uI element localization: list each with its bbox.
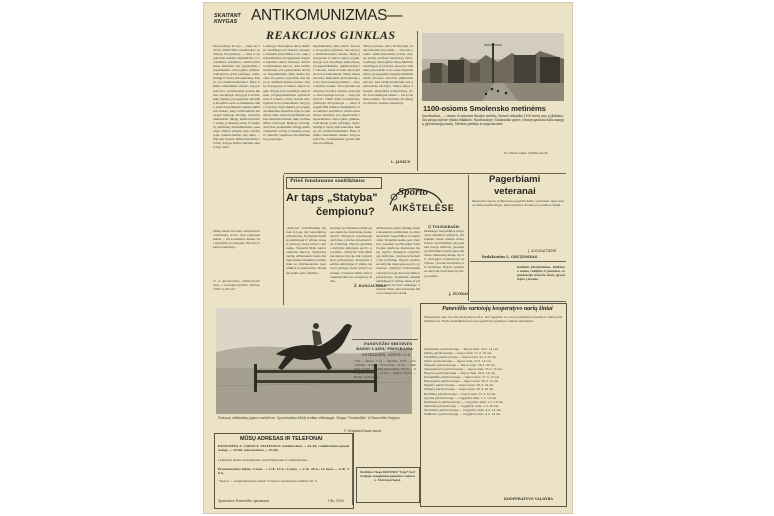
book-review-kicker xyxy=(214,14,241,25)
coop-line: Jakštų parduotuvėje — liepos mėn. 21 d. 19 val. xyxy=(424,351,492,356)
sport-logo-script: Sporto xyxy=(398,186,428,198)
sport-col-3: Artimiausiu metu žaidėjų laukia atsakingi susitikimai su stipriausiomis respublikos komandomis. Sirgaliai laukia gero žaidimo. Jaunieji sportininkai treniruojasi stadione kiekvieną dieną. Sporto draugijos organizuoja varžybas, į kurias kviečiami visi norintieji. Rajono jaunimas aktyviai dalyvauja sporto gyvenime. „Statyba" futbolininkai šiemet kovoja dėl respublikos pirmenybių. Komanda žaidžia sėkmingai ir užima vieną iš pirmųjų vietų turnyro lentelėje. Treneris tikisi, kad komanda iškovos čempionų vardą. xyxy=(376,226,420,295)
sport-headline-2: čempionu? xyxy=(316,206,375,218)
sport-col-2: Jaunieji sportininkai treniruojasi stadione kiekvieną dieną. Sporto draugijos organizuoja varžybas, į kurias kviečiami visi norintieji. Rajono jaunimas aktyviai dalyvauja sporto gyvenime. „Statyba" futbolininkai šiemet kovoja dėl respublikos pirmenybių. Komanda žaidžia sėkmingai ir užima vieną iš pirmųjų vietų turnyro lentelėje. Treneris tikisi, kad komanda iškovos čempionų vardą. xyxy=(330,226,372,283)
coop-line: Upytės parduotuvėje — rugpjūčio mėn. 1 d. 14 val. xyxy=(424,395,497,400)
horse-photo-credit: V. Grigaravičiaus nuotr. xyxy=(344,429,382,433)
newspaper-page xyxy=(204,3,572,513)
divider-veterans xyxy=(470,261,566,262)
rule-v4 xyxy=(352,433,353,505)
smolensk-caption: Smolenskas, — vienas iš senosios Rusijos miestų. Šiemet sukanka 1100 metų nuo jo įkūrimo. Šia proga mieste vyksta iškilmės. Nuotraukoje: Smolensko gatvė. Senieji pastatai šalia naujųjų gyvenamųjų namų. Miestas gražėja ir auga kasmet. xyxy=(422,114,564,127)
coop-line: Krekenavos parduotuvėje — rugpjūčio mėn. 2 d. 19 val. xyxy=(424,399,504,404)
sport-headline-1: Ar taps „Statyba" xyxy=(286,192,378,204)
sport-author-1: Ž. RANGAUSKAS xyxy=(354,284,387,288)
anticommunism-author: L. JANKUS xyxy=(391,160,411,164)
sport-banner-text: Prieš fenstaunus susitikimus xyxy=(290,178,365,184)
sport-logo-aiksteles: AIKŠTELĖSE xyxy=(392,203,455,213)
contacts-line-2: Laikraštis išeina antradieniais, ketvirtadieniais ir šeštadieniais. xyxy=(218,458,308,462)
cinema-box-text: Kolūkio Viesa KOVINIS "Vėjo" teritorijoje rengiamas jaunimo vakaras. Visi kviečiami. xyxy=(360,470,415,483)
sport-col-4: Pasibaigė respublikos lengvosios atletikos varžybos. Pirmąsias vietas užėmė mūsų miesto sportininkai. Jie pasiekė naujų rekordų. Jaunieji sportininkai treniruojasi stadione kiekvieną dieną. Sporto draugijos organizuoja varžybas, į kurias kviečiami visi norintieji. Rajono jaunimas aktyviai dalyvauja sporto gyvenime. xyxy=(424,229,464,278)
coop-line: Paįstrio parduotuvėje — liepos mėn. 29 d. 14 val. xyxy=(424,383,494,388)
coop-line: Smilgių parduotuvėje — liepos mėn. 30 d. 20 val. xyxy=(424,387,494,392)
divider-tv xyxy=(352,339,418,340)
smolensk-title: 1100-osioms Smolensko metinėms xyxy=(423,104,546,113)
kicker-line-2: KNYGAS xyxy=(214,18,238,25)
coop-line: Mockaičių parduotuvėje — rugpjūčio mėn. 4 d. 14 val. xyxy=(424,407,502,412)
sport-subhead: ☐ TOLIOKRAŠIS xyxy=(428,225,460,229)
contacts-line-1: PANEVĖŽYS, S. CARNO 8. TELEFONAI: redaktoriaus — 44-40; redaktoriaus pavaduotojo — 24-06; sekretoriaus — 23-66. xyxy=(218,444,349,453)
editor-line: Redaktorius L. GRUZINSKAS xyxy=(482,255,538,259)
coop-line: Velžio parduotuvėje — liepos mėn. 23 d. 14 val. xyxy=(424,359,492,364)
veterans-title-2: veteranai xyxy=(494,186,536,197)
coop-line: Raguvos parduotuvėje — liepos mėn. 26 d. 14 val. xyxy=(424,371,496,376)
rule-v2 xyxy=(468,175,469,301)
rule-v3 xyxy=(417,31,418,171)
article-subtitle-reakcijos: REAKCIJOS GINKLAS xyxy=(266,28,396,42)
anticommunism-col-2: Leidinyje naudojama daug faktinės medžiagos iš užsienio spaudos. Pateikti pavyzdžiai rodo, kaip imperialistinė propaganda mėgina klaidinti darbo žmones. Autorius įtikinamai parodo, kad antikomunizmas yra pasmerktas istorijos. Kapitalistinių šalių darbo žmonės vis geriau supranta, kas slypi po antikomunizmo kauke. Tautų draugystės ir taikos idėjos nugali. Knyga bus naudinga lektoriams, propagandistams, agitatoriams ir visiems, kurie domisi ideologinės kovos klausimais. Knygoje rodoma, kaip Vakarų propaganda skleidžia šmeižtus apie socialistines šalis, kaip imperialistai siekia sukiršinti tautas, kaip buržuaziniai ideologai klastoja istoriją. Autorius atskleidžia tikrąjį antikomunizmo veidą, jo klasinę esmę ir reakcinį vaidmenį šiuolaikiniame pasaulyje. xyxy=(263,44,310,142)
anticommunism-col-1: Ideologinėje kovoje — kaip tai nurodo TSKP XXII suvažiavimo priimtoje Programoje — nėra ir negali būti taikaus kapitalizmo ir socializmo sambūvio. Antikomunizmas šiandien yra pagrindinis imperializmo ideologinis ginklas, nukreiptas prieš pažangą, demokratiją ir tautų išsivadavimą. Kas gi yra antikomunizmas? Šiais ir kitais klausimais atsako knygos autorius, remdamasis gausia faktine medžiaga. Knygoje rodoma, kaip Vakarų propaganda skleidžia šmeižtus apie socialistines šalis, kaip imperialistai siekia sukiršinti tautas, kaip buržuaziniai ideologai klastoja istoriją. Autorius atskleidžia tikrąjį antikomunizmo veidą, jo klasinę esmę ir reakcinį vaidmenį šiuolaikiniame pasaulyje. Taikos priešai, karo kurstytojai, reakcionieriai visų šalių — štai kas sudaro antikomunistinį frontą. Knyga skirta plačiam skaitytojų ratui. xyxy=(213,44,260,150)
coop-line: Berčiūnų parduotuvėje — liepos mėn. 31 d. 14 val. xyxy=(424,391,497,396)
tv-header-2: RADIO LAIDŲ PROGRAMA xyxy=(356,346,413,351)
coop-line: Karsakiškio parduotuvėje — liepos mėn. 27 d. 13 val. xyxy=(424,375,500,380)
contacts-line-3: Prenumeratos kaina: 3 mėn. — 1 rb. 14 k.; 6 mėn. — 2 rb. 28 k.; 12 mėn. — 4 rb. 56 k. xyxy=(218,467,349,476)
article-title-antikomunizmas: ANTIKOMUNIZMAS— xyxy=(251,7,403,24)
sport-author-2: J. ŽUOKAS xyxy=(449,292,469,296)
corner-notice: Kolūkio pirmininkas, Kultūros namų valdyba ir jaunimo organizacija kviečia visus gyventojus į šventę. xyxy=(517,265,565,282)
contacts-line-4: "Tiesos" — nauji Panevėžio miesto ir rajono spaustuvės leidiniai Nr. 3. xyxy=(218,479,318,483)
horse-photo-caption: Pastaraj arklininkų jojimo varžybose. Sportininkas kliūtį įveikia sėkmingai. Žirgas "Voratinklis" iš Panevėžio žirgyno. xyxy=(218,416,401,420)
sport-col-1: „Statyba" futbolininkai šiemet kovoja dėl respublikos pirmenybių. Komanda žaidžia sėkmingai ir užima vieną iš pirmųjų vietų turnyro lentelėje. Treneris tikisi, kad komanda iškovos čempionų vardą. Artimiausiu metu žaidėjų laukia atsakingi susitikimai su stipriausiomis respublikos komandomis. Sirgaliai laukia gero žaidimo. xyxy=(286,226,326,275)
anticommunism-book-note: "I. A. Jaroševičius. Antikomunizmas — reakcijos ginklas. Vilnius, 1963 m. 80 psl." xyxy=(213,279,260,292)
anticommunism-col-3: Kapitalistinių šalių darbo žmonės vis geriau supranta, kas slypi po antikomunizmo kauke. Tautų draugystės ir taikos idėjos nugali. Knyga bus naudinga lektoriams, propagandistams, agitatoriams ir visiems, kurie domisi ideologinės kovos klausimais. Mūsų šalies žmonės, statydami komunizmą, įrodo, kad teisingas kelias — tai socializmo kelias. Tai supranta vis daugiau žmonių visame pasaulyje. Ideologinėje kovoje — kaip tai nurodo TSKP XXII suvažiavimo priimtoje Programoje — nėra ir negali būti taikaus kapitalizmo ir socializmo sambūvio. Antikomunizmas šiandien yra pagrindinis imperializmo ideologinis ginklas, nukreiptas prieš pažangą, demokratiją ir tautų išsivadavimą. Kas gi yra antikomunizmas? Šiais ir kitais klausimais atsako knygos autorius, remdamasis gausia faktine medžiaga. xyxy=(313,44,360,146)
coop-list xyxy=(424,347,562,416)
rule-v1 xyxy=(283,175,284,305)
coop-line: Antrininkų parduotuvėje — liepos mėn. 20 d. 14 val. xyxy=(424,347,499,351)
kicker-line-1: SKAITANT xyxy=(214,13,241,19)
smolensk-credit: N. Ortunovskio (TASS) nuotr. xyxy=(504,151,549,155)
tv-subheader: ANTRADIENĮ, LIEPOS 23 d. xyxy=(362,353,411,357)
coop-line: Šilagalio parduotuvėje — liepos mėn. 24 d. 20 val. xyxy=(424,363,496,368)
anticommunism-col-4: Taikos priešai, karo kurstytojai, reakcionieriai visų šalių — štai kas sudaro antikomunistinį frontą. Knyga skirta plačiam skaitytojų ratui. Leidinyje naudojama daug faktinės medžiagos iš užsienio spaudos. Pateikti pavyzdžiai rodo, kaip imperialistinė propaganda mėgina klaidinti darbo žmones. Autorius įtikinamai parodo, kad antikomunizmas yra pasmerktas istorijos. Mūsų šalies žmonės, statydami komunizmą, įrodo, kad teisingas kelias — tai socializmo kelias. Tai supranta vis daugiau žmonių visame pasaulyje. xyxy=(363,44,413,105)
coop-line: Sidabravo parduotuvėje — rugpjūčio mėn. 4 d. 19 val. xyxy=(424,411,501,416)
coop-title: Panevėžio vartotojų kooperatyvo narių žiniai xyxy=(442,306,553,312)
smolensk-photo xyxy=(422,33,564,101)
tv-header-1: PANEVĖŽIO SRITINĖS xyxy=(364,341,413,346)
coop-line: Naujamiesčio parduotuvėje — liepos mėn. 25 d. 15 val. xyxy=(424,367,503,372)
tv-program-body: 7.00 — Žinios. 7.10 — Muzika. 8.00 — Pranešimai. 12.00 — Koncertas. 14.30 — Vaikams. 17.00 — Kalba Panevėžys. 18.15 — Estradinė muzika. 19.00 — Žinios. 20.30 — Radijo spektaklis. xyxy=(354,359,416,380)
coop-intro: Pranešame, kad nuo šių metų liepos 20 d. iki rugpjūčio 4 d. bus pobūviai kooperatyvo narių susirinkimuose. Narių susirinkimuose bus aptarti kooperatyvo veiklos klausimai. xyxy=(424,315,562,324)
veterans-body: Panevėžio rajono kolūkiuose pagerbti darbo veteranai, ilgus metus dirbę žemės ūkyje. Jiems įteiktos dovanos ir padėkos raštai. xyxy=(472,199,564,208)
coop-line: Ramygalos parduotuvėje — liepos mėn. 28 d. 12 val. xyxy=(424,379,499,384)
coop-line: Miežiškių parduotuvėje — liepos mėn. 22 d. 20 val. xyxy=(424,355,497,360)
veterans-author: J. ADOMAITIENĖ xyxy=(528,249,557,253)
coop-line: Vadoklių parduotuvėje — rugpjūčio mėn. 3 d. 20 val. xyxy=(424,403,499,408)
contacts-title: MŪSŲ ADRESAS IR TELEFONAI xyxy=(240,436,323,442)
anticommunism-continued: Mūsų šalies žmonės, statydami komunizmą, įrodo, kad teisingas kelias — tai socializmo kelias. Tai supranta vis daugiau žmonių visame pasaulyje. xyxy=(213,229,260,250)
veterans-title-1: Pagerbiami xyxy=(489,174,541,185)
divider-corner xyxy=(470,301,566,302)
coop-footer: KOOPERATYVO VALDYBA xyxy=(504,497,554,501)
contacts-footer-right: Užs. 1905 xyxy=(328,499,345,503)
contacts-footer-left: Spaustuvė Panevėžio spaustuvė xyxy=(218,499,270,503)
